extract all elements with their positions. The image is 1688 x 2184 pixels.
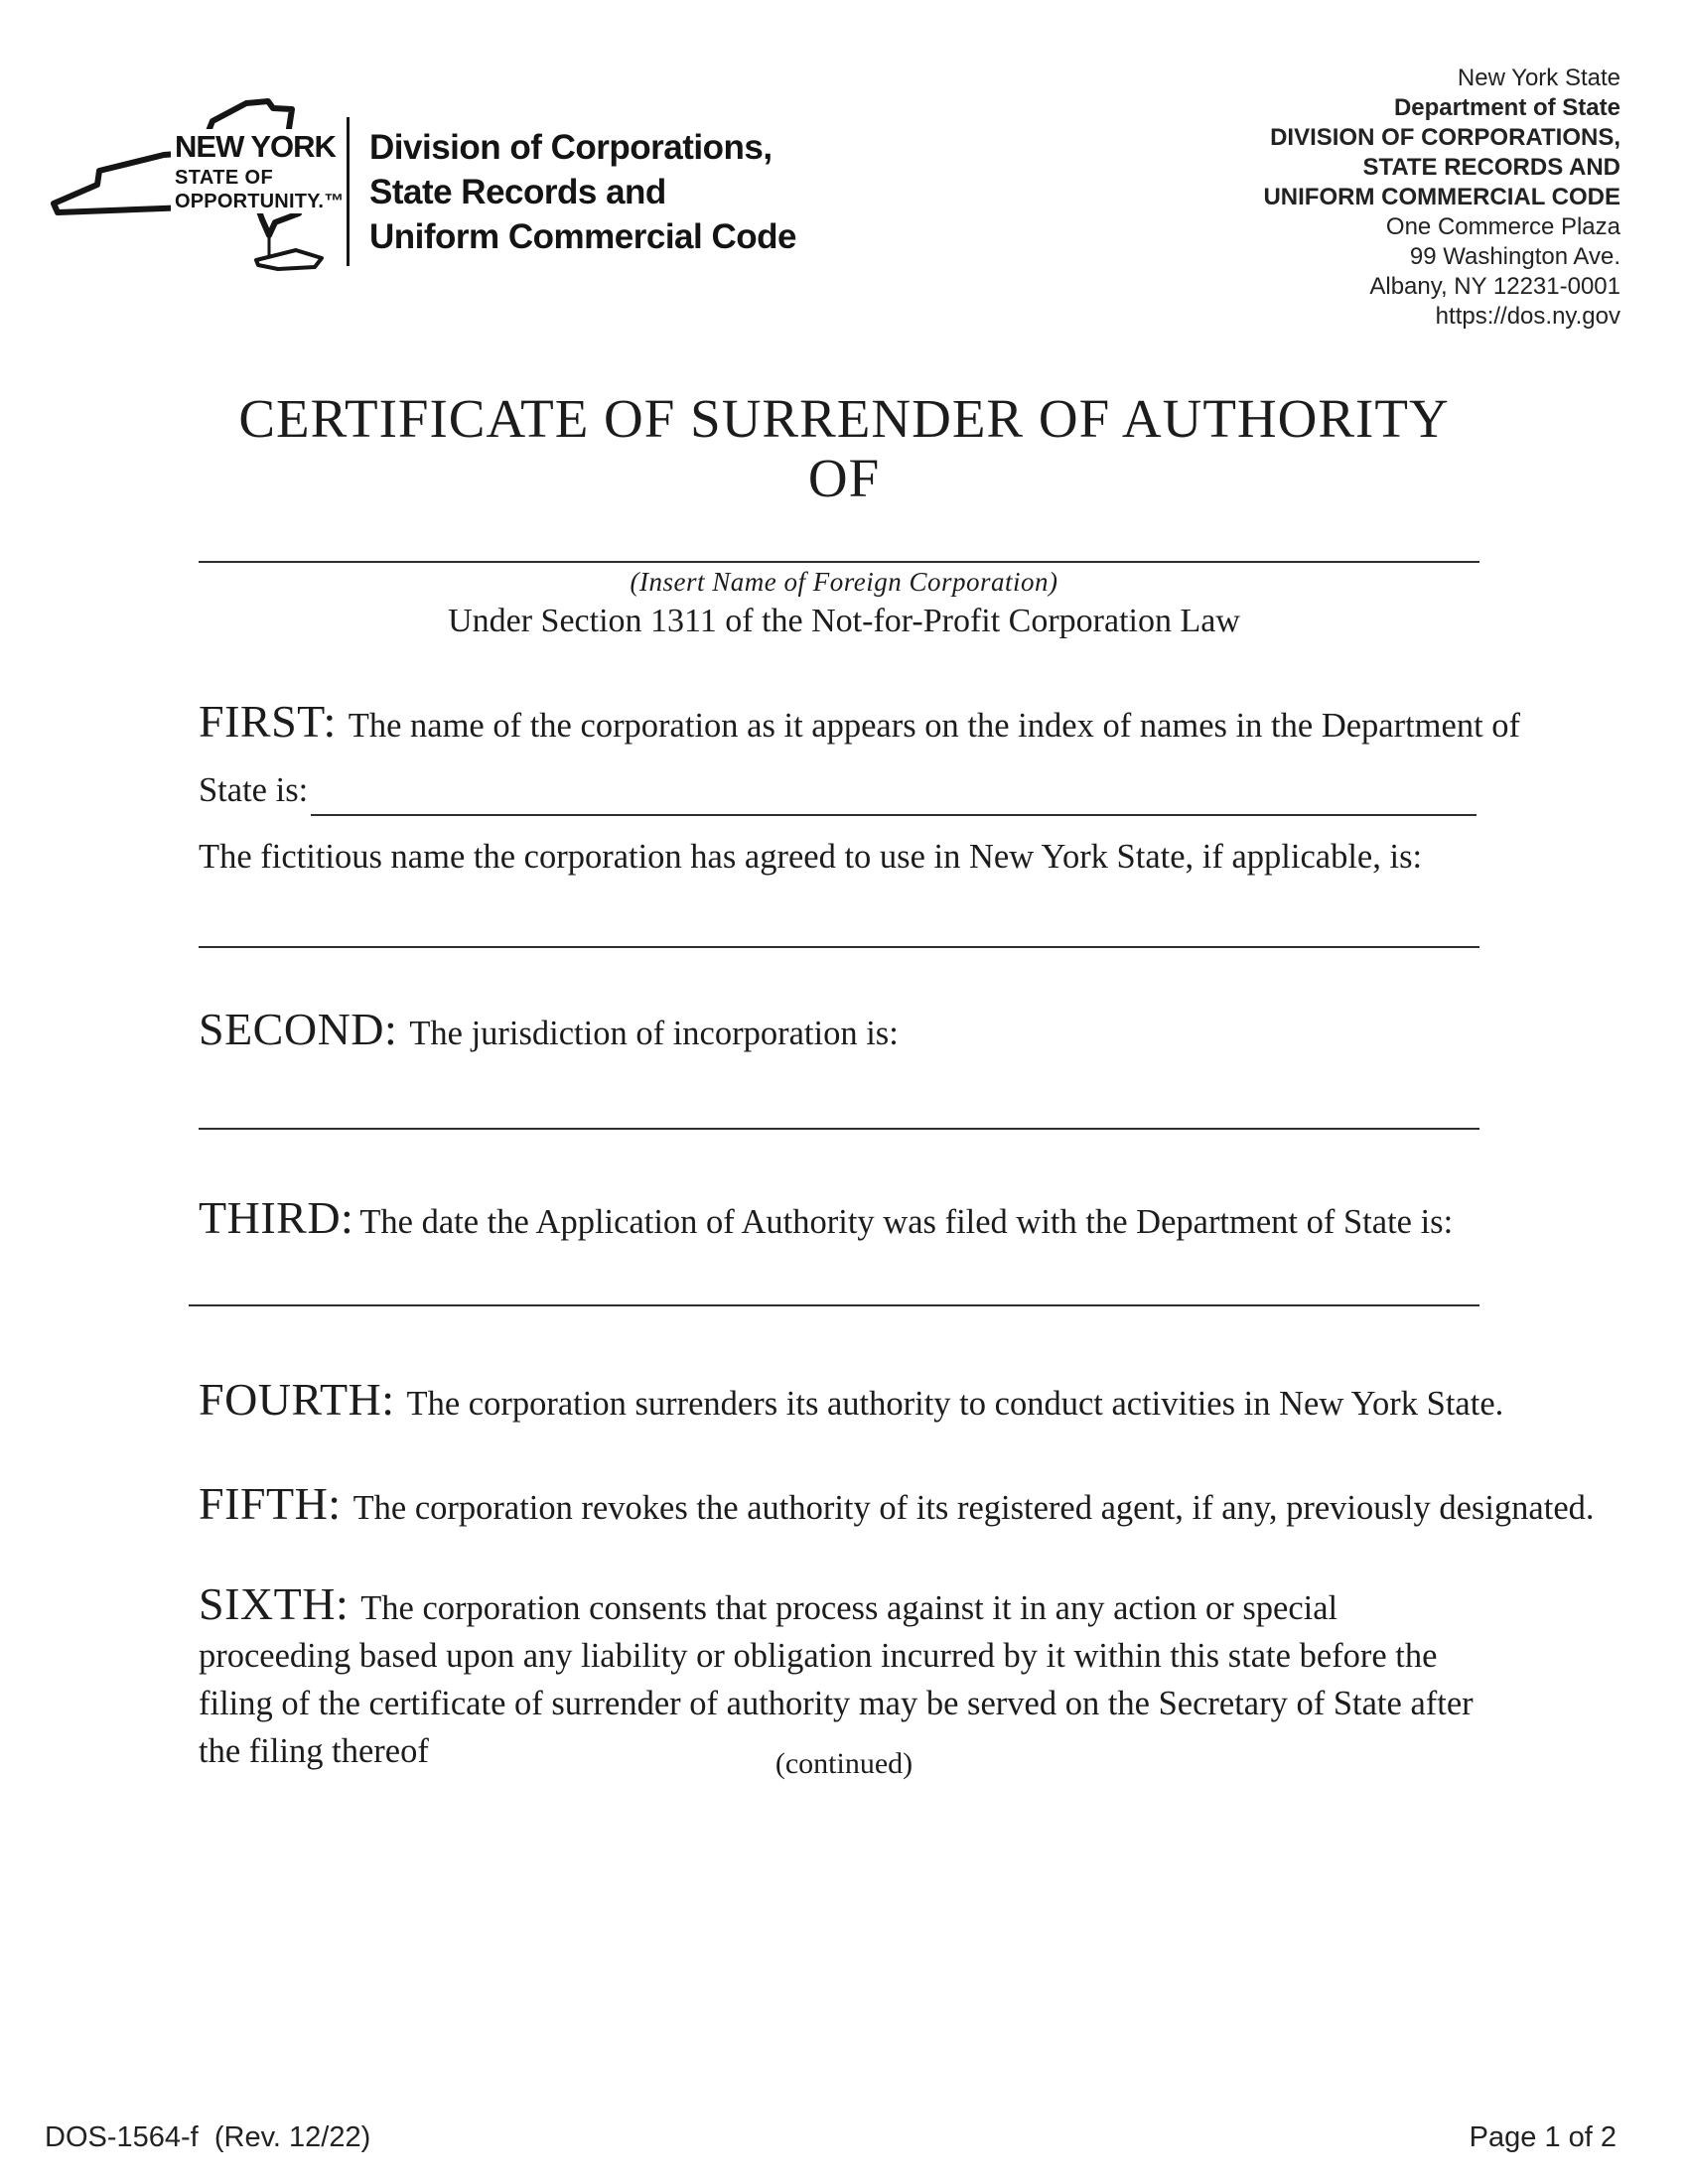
section-first-label: FIRST:	[199, 696, 337, 747]
address-line: https://dos.ny.gov	[1435, 303, 1620, 330]
logo-divider	[347, 117, 350, 266]
jurisdiction-field-line[interactable]	[199, 1128, 1479, 1130]
section-fifth	[199, 1477, 1595, 1535]
section-third	[199, 1191, 1453, 1249]
address-line: Department of State	[1393, 94, 1620, 121]
form-title-line2: OF	[807, 448, 881, 508]
address-line: DIVISION OF CORPORATIONS,	[1270, 124, 1620, 151]
brand-line-opportunity: OPPORTUNITY.™	[175, 191, 345, 212]
department-address-block	[1263, 64, 1620, 332]
page-indicator: Page 1 of 2	[1469, 2121, 1617, 2153]
section-third-text: The date the Application of Authority was filed with the Department of State is:	[359, 1203, 1454, 1241]
section-first-text: The name of the corporation as it appears on the index of names in the Department of	[348, 707, 1521, 745]
section-second	[199, 1003, 899, 1060]
corporation-name-field-line[interactable]	[311, 814, 1477, 816]
section-fourth-label: FOURTH:	[199, 1374, 395, 1425]
foreign-corporation-name-field-line[interactable]	[199, 561, 1479, 563]
section-first-line2	[199, 764, 308, 817]
section-sixth-text: The corporation consents that process against it in any action or special proceeding based upon any liability or obligation incurred by it within this state before the filing of the certificate of surrender of authority may be served on the Secretary of State after the filing thereof	[199, 1589, 1474, 1770]
division-title	[369, 125, 796, 259]
division-title-line1: Division of Corporations,	[369, 128, 773, 167]
form-number: DOS-1564-f (Rev. 12/22)	[45, 2121, 371, 2153]
section-fourth	[199, 1373, 1503, 1431]
section-fifth-label: FIFTH:	[199, 1478, 342, 1529]
section-first-line1	[199, 695, 1520, 752]
section-first-text-continued: State is:	[199, 771, 309, 809]
address-line: New York State	[1457, 65, 1620, 91]
address-line: STATE RECORDS AND	[1362, 154, 1620, 181]
insert-name-caption: (Insert Name of Foreign Corporation)	[630, 567, 1058, 597]
address-line: One Commerce Plaza	[1385, 213, 1620, 240]
address-line: UNIFORM COMMERCIAL CODE	[1263, 184, 1620, 210]
brand-wordmark	[171, 129, 348, 213]
filing-date-field-line[interactable]	[189, 1304, 1479, 1306]
continued-note: (continued)	[774, 1747, 914, 1780]
form-title-line1: CERTIFICATE OF SURRENDER OF AUTHORITY	[238, 388, 1450, 449]
section-sixth	[199, 1580, 1494, 1775]
section-fifth-text: The corporation revokes the authority of its registered agent, if any, previously designated.	[352, 1489, 1595, 1527]
statute-line: Under Section 1311 of the Not-for-Profit Corporation Law	[448, 603, 1240, 639]
fictitious-name-prompt: The fictitious name the corporation has agreed to use in New York State, if applicable, is:	[199, 838, 1423, 876]
brand-line-state-of: STATE OF	[175, 167, 274, 189]
brand-line-new-york: NEW YORK	[175, 129, 336, 164]
section-third-label: THIRD:	[199, 1192, 354, 1243]
division-title-line2: State Records and	[369, 173, 666, 211]
fictitious-name-field-line[interactable]	[199, 946, 1479, 948]
section-second-label: SECOND:	[199, 1004, 398, 1054]
address-line: 99 Washington Ave.	[1409, 243, 1620, 270]
address-line: Albany, NY 12231-0001	[1369, 273, 1620, 300]
section-second-text: The jurisdiction of incorporation is:	[409, 1015, 899, 1052]
section-sixth-label: SIXTH:	[199, 1578, 350, 1629]
section-fourth-text: The corporation surrenders its authority to conduct activities in New York State.	[406, 1385, 1504, 1423]
division-title-line3: Uniform Commercial Code	[369, 217, 796, 256]
